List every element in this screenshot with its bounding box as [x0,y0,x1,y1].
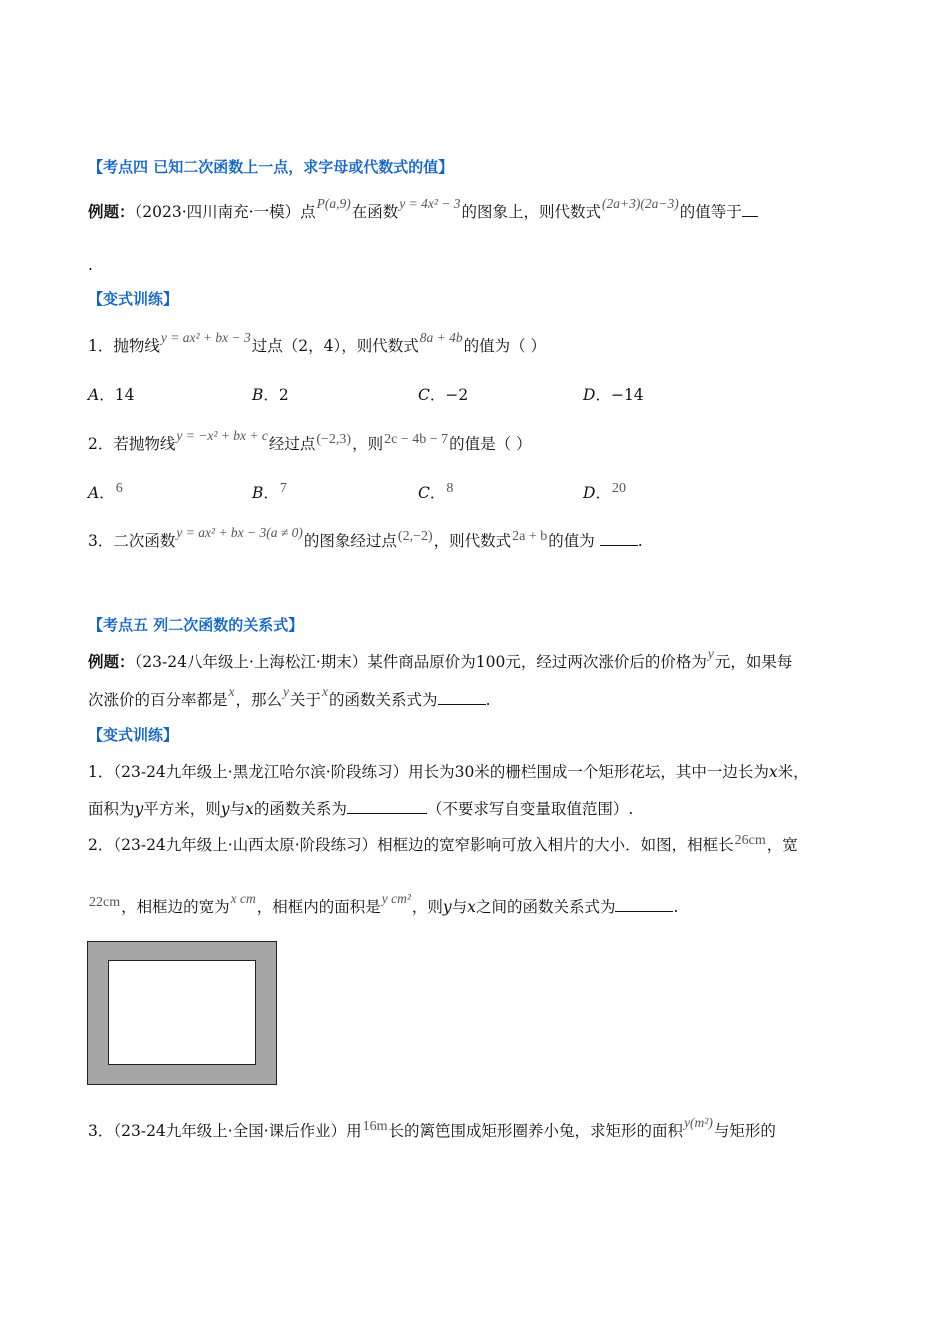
practice-heading: 【变式训练】 [88,726,179,744]
math: x [228,684,235,699]
practice-heading: 【变式训练】 [88,290,179,308]
option-b: B．2 [252,386,289,404]
answer-blank [742,202,758,217]
math: (2a+3)(2a−3) [602,196,679,211]
text: 在函数 [351,203,399,221]
s4-example [88,196,758,224]
text: 的值为（ ） [463,337,547,355]
answer-blank [438,690,486,705]
text: （2023·四川南充·一模）点 [134,203,316,221]
s5-question-1-line-1: 1．（23-24九年级上·黑龙江哈尔滨·阶段练习）用长为30米的栅栏围成一个矩形花坛，其中一边长为x米， [88,763,809,781]
math: y = ax² + bx − 3 [160,330,251,345]
text: 3．二次函数 [88,532,176,550]
s4-question-2 [88,428,532,457]
text: 过点（2，4），则代数式 [251,337,419,355]
s5-example-line-1: 例题：（23-24八年级上·上海松江·期末）某件商品原价为100元，经过两次涨价后的价格为y元，如果每 [88,651,792,674]
text: 的值为 [548,532,595,550]
s5-question-2-line-1: 2．（23-24九年级上·山西太原·阶段练习）相框边的宽窄影响可放入相片的大小．如图，相框长26cm，宽 [88,834,798,858]
s5-question-1-line-2: 面积为y平方米，则y与x的函数关系为 （不要求写自变量取值范围）. [88,800,634,818]
math: 2c − 4b − 7 [384,432,449,447]
text: ，则 [352,435,384,453]
option-a: A．6 [88,481,123,502]
math: (−2,3) [316,432,352,447]
option-c: C．−2 [418,386,469,404]
math: x cm [230,891,256,906]
math: 2a + b [512,529,548,544]
photo-frame-figure [87,941,277,1085]
text: 的值等于 [679,203,742,221]
math: y [707,646,714,661]
text: ，则代数式 [433,532,512,550]
math: y = 4x² − 3 [399,196,461,211]
photo-frame-inner [108,960,256,1065]
text: 2．若抛物线 [88,435,176,453]
section-4-title: 【考点四 已知二次函数上一点，求字母或代数式的值】 [88,158,454,176]
math: 8a + 4b [419,330,463,345]
text: 的图象上，则代数式 [461,203,601,221]
math: y(m²) [684,1115,713,1130]
s4-question-1 [88,330,547,358]
option-c: C．8 [418,481,454,502]
example-label: 例题： [88,652,135,671]
math: 22cm [89,895,121,910]
option-a: A．14 [88,386,135,404]
math: y [283,684,290,699]
text: 的图象经过点 [303,532,397,550]
s5-example-line-2: 次涨价的百分率都是x，那么y关于x的函数关系式为 . [88,689,491,712]
math: (2,−2) [397,529,433,544]
math: x [322,684,329,699]
math: P(a,9) [316,196,351,211]
example-label: 例题： [88,202,135,221]
text: 的值是（ ） [449,435,532,453]
option-d: D．20 [583,481,626,502]
math: y = −x² + bx + c [176,428,268,443]
text: 经过点 [268,435,316,453]
text: 1．抛物线 [88,337,160,355]
s4-question-3: 3．二次函数y = ax² + bx − 3(a ≠ 0)的图象经过点(2,−2)，则代数式2a + b的值为 . [88,530,643,554]
s5-question-3: 3．（23-24九年级上·全国·课后作业）用16m长的篱笆围成矩形圈养小兔，求矩形的面积y(m²)与矩形的 [88,1120,776,1144]
option-d: D．−14 [583,386,644,404]
math: 26cm [734,833,766,848]
section-5-title: 【考点五 列二次函数的关系式】 [88,616,304,634]
answer-blank [615,897,673,912]
math: 16m [362,1119,388,1134]
answer-blank [347,799,427,814]
answer-blank [600,531,638,546]
option-b: B．7 [252,481,287,502]
s5-question-2-line-2: 22cm，相框边的宽为x cm，相框内的面积是y cm²，则y与x之间的函数关系式为 . [88,896,678,920]
math: y = ax² + bx − 3(a ≠ 0) [176,525,303,540]
s4-example-end: . [88,256,93,274]
math: y cm² [381,891,411,906]
